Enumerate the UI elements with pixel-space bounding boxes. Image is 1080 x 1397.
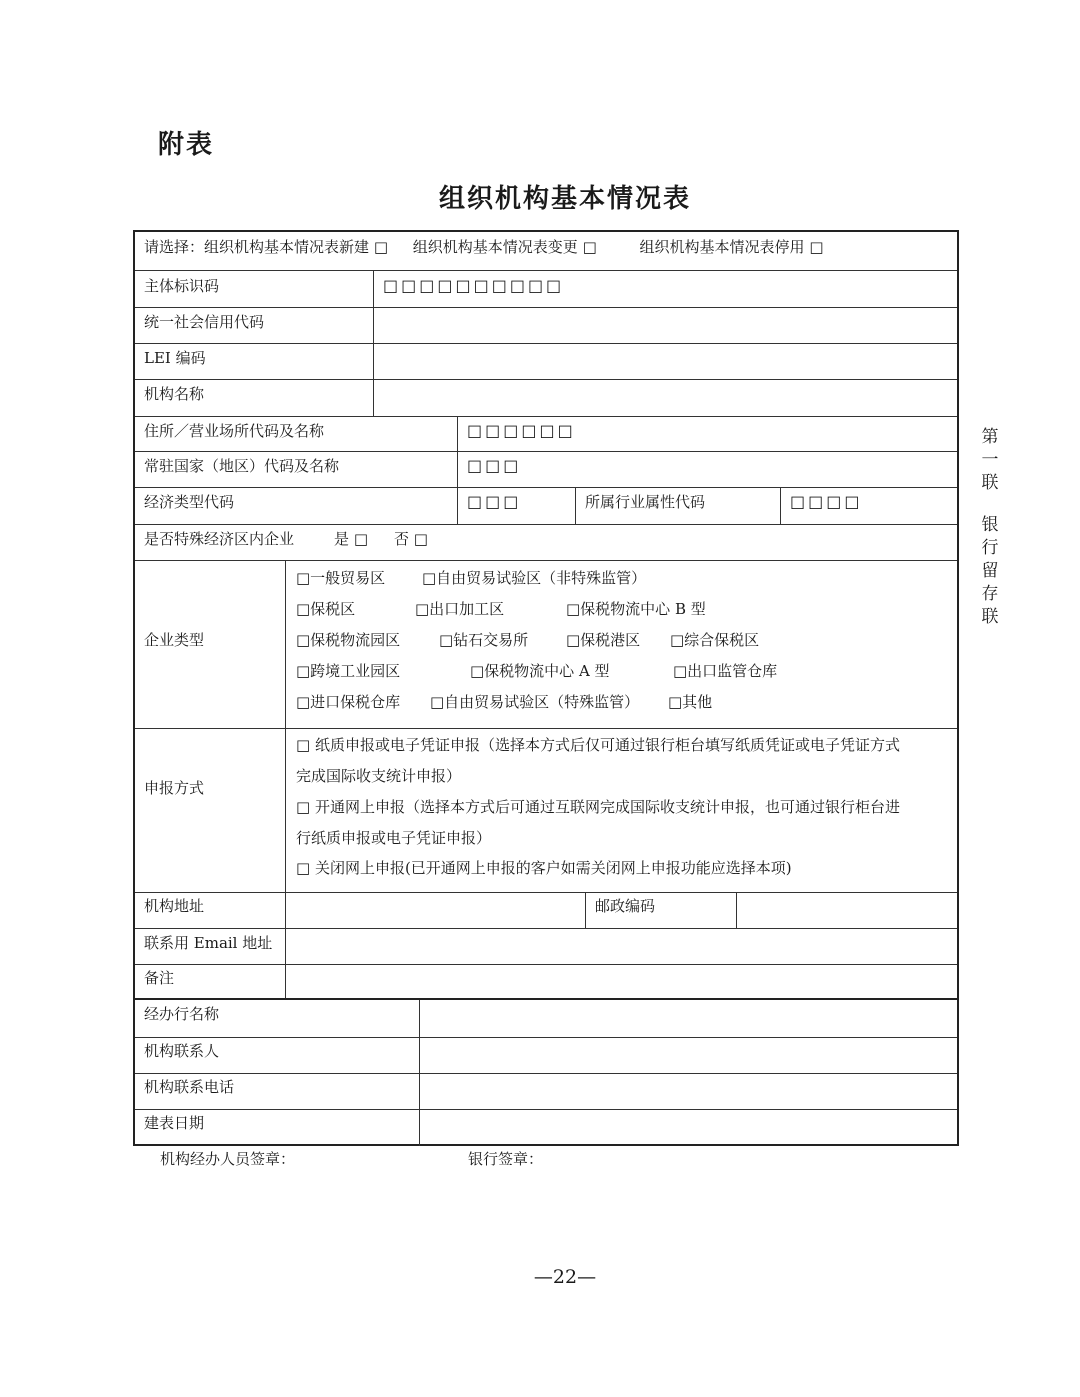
create-date-row: [135, 1109, 957, 1146]
ent-opt-ftz-special[interactable]: □自由贸易试验区（特殊监管）: [430, 693, 640, 711]
declare-method-row: [135, 728, 957, 892]
enterprise-type-row: [135, 560, 957, 728]
econ-type-boxes[interactable]: □□□: [457, 488, 575, 524]
select-prompt: 请选择：: [144, 238, 205, 256]
ent-opt-logistics-center-b[interactable]: □保税物流中心 B 型: [566, 600, 706, 618]
postcode-label: 邮政编码: [585, 893, 736, 928]
form-title: 组织机构基本情况表: [438, 184, 691, 214]
contact-person-label: 机构联系人: [144, 1042, 220, 1060]
contact-person-field[interactable]: [419, 1038, 957, 1073]
enterprise-type-options: [285, 561, 957, 728]
create-date-label: 建表日期: [144, 1114, 205, 1132]
domicile-label: 住所／营业场所代码及名称: [144, 422, 325, 440]
side-note-3: 联: [981, 473, 999, 493]
handling-bank-row: [135, 1000, 957, 1037]
option-new-checkbox[interactable]: □: [373, 238, 388, 256]
create-date-field[interactable]: [419, 1110, 957, 1146]
ent-opt-cross-border-park[interactable]: □跨境工业园区: [296, 662, 401, 680]
remarks-field[interactable]: [285, 965, 957, 1000]
side-note-2: 一: [981, 450, 999, 470]
declare-online-close-option[interactable]: □ 关闭网上申报(已开通网上申报的客户如需关闭网上申报功能应选择本项): [296, 859, 792, 877]
basic-info-table: [133, 230, 959, 1000]
ent-opt-logistics-park[interactable]: □保税物流园区: [296, 631, 401, 649]
handling-bank-label: 经办行名称: [144, 1005, 220, 1023]
side-note-5: 银: [981, 515, 999, 535]
postcode-field[interactable]: [736, 893, 957, 928]
org-signature-label: 机构经办人员签章：: [160, 1150, 296, 1168]
bank-section-table: [133, 998, 959, 1146]
email-row: [135, 928, 957, 964]
declare-method-label: 申报方式: [144, 779, 205, 797]
option-new-label: 组织机构基本情况表新建: [204, 238, 370, 256]
select-row: [135, 232, 957, 270]
declare-paper-option-cont: 完成国际收支统计申报）: [296, 767, 462, 785]
special-zone-yes-label: 是: [334, 530, 350, 548]
credit-code-row: [135, 307, 957, 343]
special-zone-row: [135, 524, 957, 560]
domicile-boxes[interactable]: □□□□□□: [457, 417, 957, 451]
org-name-label: 机构名称: [144, 385, 205, 403]
ent-opt-other[interactable]: □其他: [668, 693, 713, 711]
page-number: —22—: [533, 1266, 597, 1288]
remarks-row: [135, 964, 957, 1000]
econ-type-label: 经济类型代码: [144, 493, 235, 511]
special-zone-no-checkbox[interactable]: □: [413, 530, 428, 548]
country-label: 常驻国家（地区）代码及名称: [144, 457, 340, 475]
special-zone-label: 是否特殊经济区内企业: [144, 530, 295, 548]
entity-id-row: [135, 270, 957, 307]
side-note-9: 联: [981, 607, 999, 627]
contact-phone-label: 机构联系电话: [144, 1078, 235, 1096]
lei-label: LEI 编码: [144, 349, 206, 367]
ent-opt-diamond-exchange[interactable]: □钻石交易所: [439, 631, 529, 649]
credit-code-label: 统一社会信用代码: [144, 313, 265, 331]
side-note-6: 行: [981, 538, 999, 558]
org-name-row: [135, 379, 957, 416]
country-boxes[interactable]: □□□: [457, 452, 957, 487]
credit-code-field[interactable]: [373, 308, 957, 343]
option-change-label: 组织机构基本情况表变更: [412, 238, 578, 256]
ent-opt-export-warehouse[interactable]: □出口监管仓库: [673, 662, 778, 680]
ent-opt-bonded-zone[interactable]: □保税区: [296, 600, 356, 618]
lei-row: [135, 343, 957, 379]
industry-boxes[interactable]: □□□□: [780, 488, 957, 524]
declare-online-open-option[interactable]: □ 开通网上申报（选择本方式后可通过互联网完成国际收支统计申报，也可通过银行柜台进: [296, 798, 900, 816]
contact-phone-field[interactable]: [419, 1074, 957, 1109]
side-note-8: 存: [981, 584, 999, 604]
email-label: 联系用 Email 地址: [144, 934, 273, 952]
address-label: 机构地址: [144, 897, 205, 915]
ent-opt-bonded-port[interactable]: □保税港区: [566, 631, 641, 649]
org-name-field[interactable]: [373, 380, 957, 416]
industry-label: 所属行业属性代码: [575, 488, 780, 524]
bank-signature-label: 银行签章：: [468, 1150, 544, 1168]
option-stop-label: 组织机构基本情况表停用: [639, 238, 805, 256]
address-row: [135, 892, 957, 928]
lei-field[interactable]: [373, 344, 957, 379]
declare-paper-option[interactable]: □ 纸质申报或电子凭证申报（选择本方式后仅可通过银行柜台填写纸质凭证或电子凭证方式: [296, 736, 900, 754]
declare-online-open-option-cont: 行纸质申报或电子凭证申报）: [296, 829, 492, 847]
contact-person-row: [135, 1037, 957, 1073]
remarks-label: 备注: [144, 969, 175, 987]
special-zone-no-label: 否: [394, 530, 410, 548]
ent-opt-comprehensive-bonded[interactable]: □综合保税区: [670, 631, 760, 649]
special-zone-yes-checkbox[interactable]: □: [353, 530, 368, 548]
ent-opt-export-processing[interactable]: □出口加工区: [415, 600, 505, 618]
attachment-label: 附表: [158, 130, 215, 160]
side-note-1: 第: [981, 427, 999, 447]
country-row: [135, 451, 957, 487]
declare-method-options: [285, 729, 957, 892]
option-change-checkbox[interactable]: □: [582, 238, 597, 256]
entity-id-label: 主体标识码: [144, 277, 220, 295]
entity-id-boxes[interactable]: □□□□□□□□□□: [373, 271, 957, 307]
email-field[interactable]: [285, 929, 957, 964]
side-note-7: 留: [981, 561, 999, 581]
contact-phone-row: [135, 1073, 957, 1109]
option-stop-checkbox[interactable]: □: [809, 238, 824, 256]
ent-opt-general-trade[interactable]: □一般贸易区: [296, 569, 386, 587]
ent-opt-logistics-center-a[interactable]: □保税物流中心 A 型: [470, 662, 610, 680]
domicile-row: [135, 416, 957, 451]
address-field[interactable]: [285, 893, 585, 928]
enterprise-type-label: 企业类型: [144, 631, 205, 649]
ent-opt-import-warehouse[interactable]: □进口保税仓库: [296, 693, 401, 711]
ent-opt-ftz-non-special[interactable]: □自由贸易试验区（非特殊监管）: [422, 569, 647, 587]
econ-type-row: [135, 487, 957, 524]
handling-bank-field[interactable]: [419, 1000, 957, 1037]
